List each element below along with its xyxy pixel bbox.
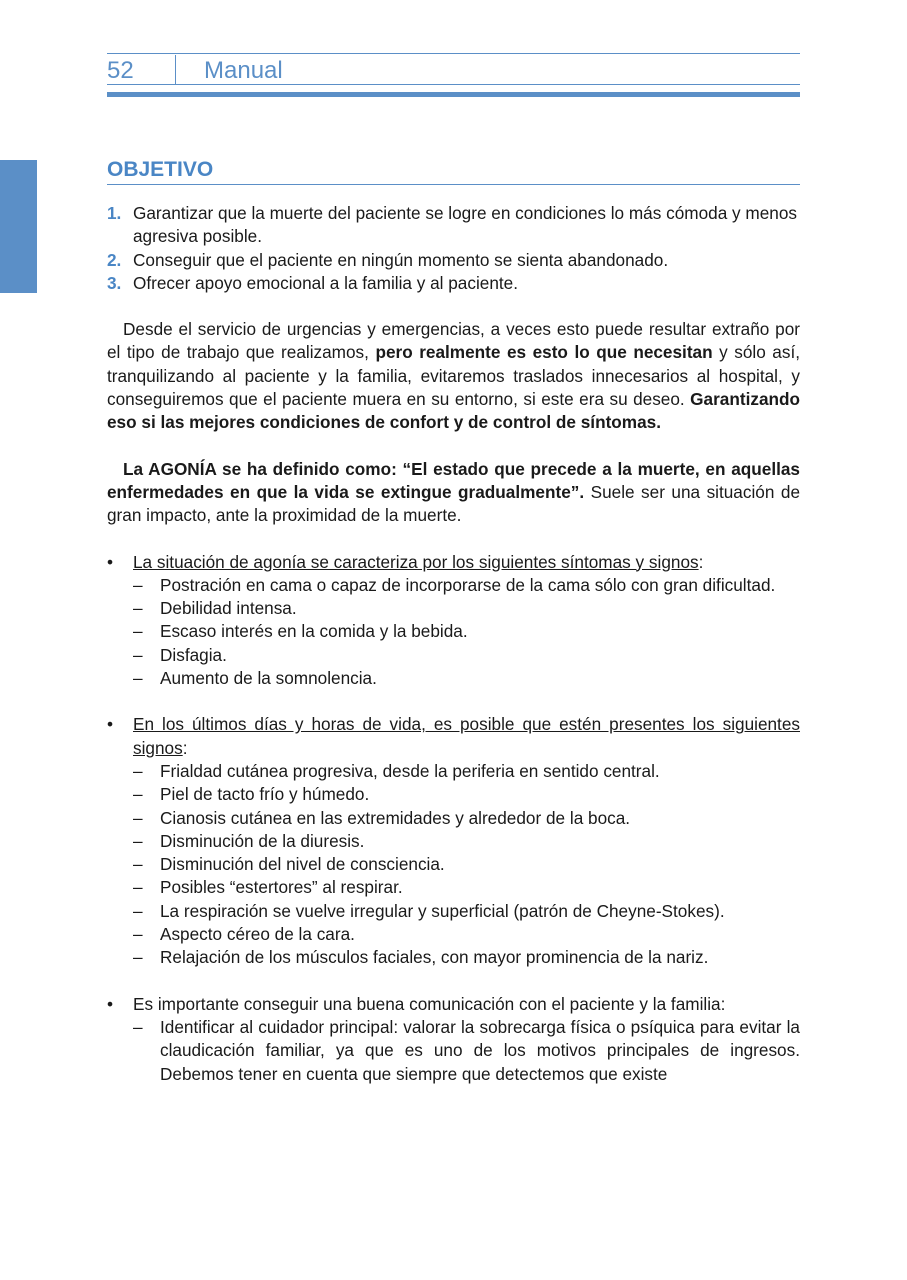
- bullet-dot: •: [107, 714, 114, 735]
- bullet-heading: Es importante conseguir una buena comunicación con el paciente y la familia:: [133, 993, 726, 1014]
- dash-item-text: Frialdad cutánea progresiva, desde la periferia en sentido central.: [160, 760, 660, 781]
- objective-text: Conseguir que el paciente en ningún momento se sienta abandonado.: [133, 249, 669, 270]
- objective-item: [107, 202, 800, 249]
- objective-text: Ofrecer apoyo emocional a la familia y al paciente.: [133, 272, 519, 293]
- dash-item: [133, 946, 800, 969]
- dash-item-text: Disminución del nivel de consciencia.: [160, 854, 445, 875]
- header-rule-middle: [107, 84, 800, 85]
- para1-text-2: y sólo así, tranquilizando al paciente y la familia, evitaremos traslados innecesarios al hospital, y conseguiremos que el paciente muera en su entorno, si este era su deseo.: [107, 342, 800, 410]
- dash-item-text: Identificar al cuidador principal: valorar la sobrecarga física o psíquica para evitar la claudicación familiar, ya que es uno de los motivos principales de ingresos. Debemos tener en cuenta que siempre que detectemos que existe: [160, 1016, 800, 1084]
- para1-bold-1: pero realmente es esto lo que necesitan: [375, 342, 713, 363]
- objective-number: 3.: [107, 272, 122, 293]
- paragraph-agonia: [107, 458, 800, 528]
- objective-item: [107, 272, 800, 295]
- dash-mark: –: [133, 598, 143, 619]
- dash-item-text: Disminución de la diuresis.: [160, 830, 365, 851]
- dash-item: [133, 876, 800, 899]
- page-number: 52: [107, 57, 134, 84]
- bullet-dot: •: [107, 993, 114, 1014]
- dash-mark: –: [133, 784, 143, 805]
- dash-item-text: Relajación de los músculos faciales, con mayor prominencia de la nariz.: [160, 947, 709, 968]
- dash-item: [133, 900, 800, 923]
- dash-item-text: Postración en cama o capaz de incorporarse de la cama sólo con gran dificultad.: [160, 574, 776, 595]
- dash-mark: –: [133, 644, 143, 665]
- dash-item: [133, 644, 800, 667]
- bullet-item-sintomas: [107, 551, 800, 691]
- header-rule-top: [107, 53, 800, 54]
- dash-mark: –: [133, 854, 143, 875]
- dash-item-text: Aumento de la somnolencia.: [160, 668, 377, 689]
- objective-number: 1.: [107, 203, 122, 223]
- objective-text: Garantizar que la muerte del paciente se logre en condiciones lo más cómoda y menos agresiva posible.: [133, 203, 797, 247]
- dash-item-text: Escaso interés en la comida y la bebida.: [160, 621, 468, 642]
- section-title: OBJETIVO: [107, 156, 800, 185]
- header-title: Manual: [204, 57, 283, 84]
- dash-mark: –: [133, 830, 143, 851]
- para1-bold-2: Garantizando eso si las mejores condiciones de confort y de control de síntomas.: [107, 389, 800, 433]
- dash-item: [133, 597, 800, 620]
- dash-mark: –: [133, 947, 143, 968]
- bullet-list: [107, 551, 800, 1086]
- dash-mark: –: [133, 900, 143, 921]
- bullet-dot: •: [107, 551, 114, 572]
- dash-list: [133, 574, 800, 690]
- bullet-heading: En los últimos días y horas de vida, es posible que estén presentes los siguientes signos: [133, 714, 800, 758]
- dash-item: [133, 830, 800, 853]
- dash-item: [133, 760, 800, 783]
- dash-item: [133, 1016, 800, 1086]
- dash-mark: –: [133, 760, 143, 781]
- dash-mark: –: [133, 924, 143, 945]
- bullet-colon: :: [182, 737, 188, 758]
- dash-mark: –: [133, 574, 143, 595]
- bullet-item-signos: [107, 713, 800, 969]
- dash-list: [133, 760, 800, 970]
- header-divider: [175, 55, 176, 85]
- bullet-colon: :: [698, 551, 704, 572]
- dash-item: [133, 853, 800, 876]
- side-tab-marker: [0, 160, 37, 293]
- dash-item-text: Piel de tacto frío y húmedo.: [160, 784, 370, 805]
- objective-item: [107, 249, 800, 272]
- bullet-heading: La situación de agonía se caracteriza por los siguientes síntomas y signos: [133, 551, 699, 572]
- dash-item-text: Disfagia.: [160, 644, 227, 665]
- para1-text-1: Desde el servicio de urgencias y emergencias, a veces esto puede resultar extraño por el tipo de trabajo que realizamos,: [107, 319, 800, 363]
- dash-mark: –: [133, 1016, 143, 1037]
- dash-item-text: Posibles “estertores” al respirar.: [160, 877, 403, 898]
- page-header: [107, 53, 800, 98]
- dash-item: [133, 783, 800, 806]
- bullet-item-comunicacion: [107, 993, 800, 1086]
- dash-item: [133, 807, 800, 830]
- page-content: [107, 156, 800, 1086]
- paragraph-urgencias: [107, 318, 800, 434]
- dash-item: [133, 574, 800, 597]
- dash-mark: –: [133, 807, 143, 828]
- objectives-list: [107, 202, 800, 295]
- dash-item-text: Debilidad intensa.: [160, 598, 297, 619]
- para2-bold-1: La AGONÍA se ha definido como: “El estado que precede a la muerte, en aquellas enfermedades en que la vida se extingue gradualmente”.: [107, 458, 800, 502]
- dash-item: [133, 620, 800, 643]
- dash-item: [133, 667, 800, 690]
- dash-list: [133, 1016, 800, 1086]
- objective-number: 2.: [107, 249, 122, 270]
- dash-mark: –: [133, 877, 143, 898]
- dash-item: [133, 923, 800, 946]
- para2-text-1: Suele ser una situación de gran impacto, ante la proximidad de la muerte.: [107, 481, 801, 526]
- dash-item-text: La respiración se vuelve irregular y superficial (patrón de Cheyne-Stokes).: [160, 900, 725, 921]
- dash-mark: –: [133, 621, 143, 642]
- dash-item-text: Cianosis cutánea en las extremidades y alrededor de la boca.: [160, 807, 631, 828]
- dash-item-text: Aspecto céreo de la cara.: [160, 924, 355, 945]
- dash-mark: –: [133, 668, 143, 689]
- header-rule-bottom: [107, 92, 800, 97]
